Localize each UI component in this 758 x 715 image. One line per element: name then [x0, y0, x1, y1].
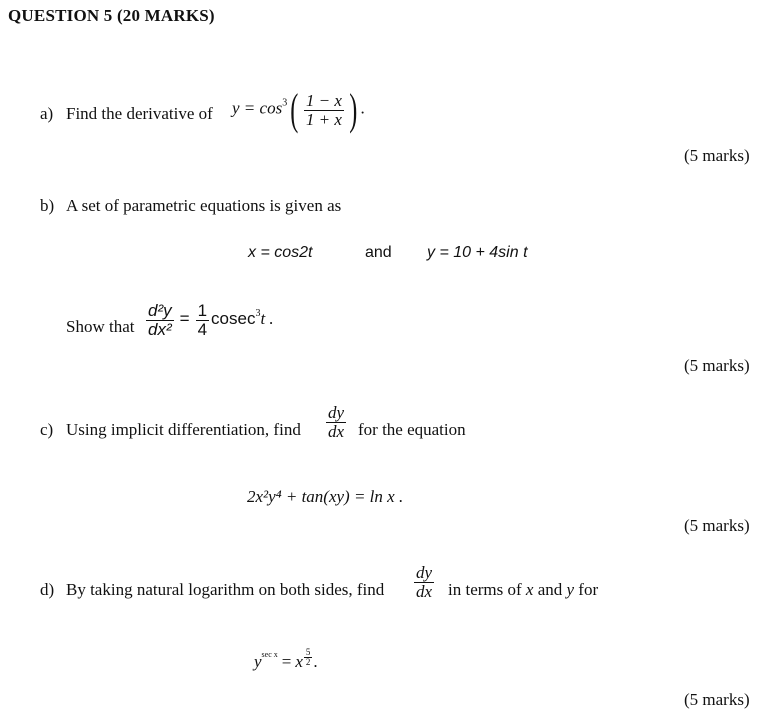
part-d-rhs-exponent [304, 648, 313, 668]
part-c-label: c) [40, 420, 54, 439]
part-c-dydx [324, 404, 348, 441]
right-paren: ) [349, 85, 358, 134]
part-d-label: d) [40, 580, 55, 599]
part-d-and: and [537, 580, 563, 599]
part-d-x: x [525, 580, 534, 599]
part-b-d2-fraction [146, 302, 174, 339]
part-b-cosec-arg: t . [260, 309, 274, 329]
part-d-text2 [448, 580, 598, 600]
part-a-label: a) [40, 104, 54, 123]
part-b-q-num: 1 [197, 301, 208, 320]
part-a-power: 3 [282, 97, 288, 109]
part-d-fraction [414, 564, 434, 601]
part-b-cosec-power: 3 [255, 308, 261, 320]
part-b-text: A set of parametric equations is given as [66, 196, 342, 215]
part-d-exponent: sec x [261, 650, 278, 659]
part-d-y: y [566, 580, 575, 599]
part-b-formula [144, 302, 274, 339]
part-d-base: y [254, 652, 262, 671]
part-b-eq2: y = 10 + 4sin t [427, 244, 528, 261]
part-b-marks: (5 marks) [684, 356, 750, 375]
part-d-rhs-exp-den: 2 [305, 657, 311, 668]
part-b-d2-den: dx² [148, 319, 172, 339]
part-a-marks: (5 marks) [684, 146, 750, 165]
part-b-q-den: 4 [197, 319, 208, 339]
left-paren: ( [290, 85, 299, 134]
part-c-dy: dy [328, 403, 345, 422]
part-b-quarter [196, 302, 209, 339]
part-d-rhs-exp-num: 5 [305, 647, 311, 657]
part-b-cosec: cosec [211, 309, 256, 329]
part-c-text: Using implicit differentiation, find [66, 420, 301, 439]
part-a-denominator: 1 + x [305, 109, 342, 129]
part-b-equals: = [179, 309, 190, 329]
part-d-end: . [313, 652, 318, 671]
part-a-end: . [360, 98, 365, 118]
part-b-label: b) [40, 196, 55, 215]
question-title: QUESTION 5 (20 MARKS) [8, 6, 215, 25]
part-a-formula [232, 85, 365, 134]
part-d-text: By taking natural logarithm on both sides, find [66, 580, 385, 599]
part-c-text2: for the equation [358, 420, 466, 439]
part-d-rhs: x [295, 652, 303, 671]
part-a-text: Find the derivative of [66, 104, 213, 123]
part-c-equation: 2x²y⁴ + tan(xy) = ln x . [247, 487, 404, 506]
part-a-fraction [304, 92, 344, 129]
part-d-marks: (5 marks) [684, 690, 750, 709]
part-c-marks: (5 marks) [684, 516, 750, 535]
part-d-dy: dy [416, 563, 433, 582]
part-d-dydx [412, 564, 436, 601]
part-a-lhs: y = cos [232, 98, 283, 118]
part-d-equation [254, 648, 318, 672]
part-d-for: for [578, 580, 599, 599]
part-d-dx: dx [416, 581, 433, 601]
part-d-equals: = [281, 652, 292, 671]
part-c-fraction [326, 404, 346, 441]
part-a-numerator: 1 − x [305, 90, 342, 110]
part-c-dx: dx [328, 421, 345, 441]
part-b-show: Show that [66, 317, 135, 336]
part-b-and: and [365, 244, 392, 261]
part-b-eq1: x = cos2t [248, 244, 313, 261]
part-b-d2-num: d²y [148, 301, 172, 320]
part-d-in-terms: in terms of [448, 580, 522, 599]
